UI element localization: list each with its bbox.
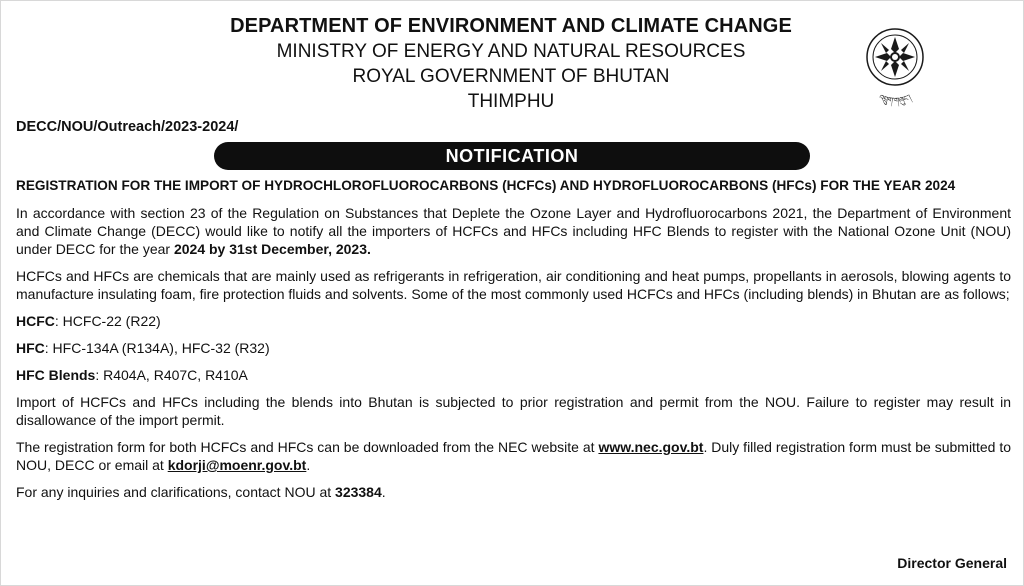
subject-line: REGISTRATION FOR THE IMPORT OF HYDROCHLOROFLUOROCARBONS (HCFCs) AND HYDROFLUOROCARBONS (HFCs) FOR THE YEAR 2024 — [16, 178, 956, 193]
city-title: THIMPHU — [467, 91, 555, 112]
government-title: ROYAL GOVERNMENT OF BHUTAN — [352, 66, 670, 87]
contact-phone: 323384 — [335, 484, 382, 500]
department-title: DEPARTMENT OF ENVIRONMENT AND CLIMATE CHANGE — [230, 15, 792, 37]
registration-deadline: 2024 by 31st December, 2023. — [173, 241, 371, 257]
paragraph-registration-form — [16, 438, 1011, 474]
hfc-value: : HFC-134A (R134A), HFC-32 (R32) — [44, 340, 270, 356]
email-link[interactable]: kdorji@moenr.gov.bt — [167, 457, 307, 473]
registration-form-text-end: . — [306, 457, 311, 473]
paragraph-contact — [16, 483, 1011, 501]
emblem-script-text: འབྲུག་གཞུང་། — [877, 92, 913, 106]
signature-director-general: Director General — [897, 555, 1007, 571]
registration-form-text: The registration form for both HCFCs and HFCs can be downloaded from the NEC website at — [16, 439, 599, 455]
hfc-label: HFC — [16, 340, 45, 356]
list-item-hcfc — [16, 312, 1011, 330]
contact-text-end: . — [381, 484, 386, 500]
royal-government-emblem-icon — [849, 23, 941, 115]
nec-website-link[interactable]: www.nec.gov.bt — [598, 439, 704, 455]
notification-heading: NOTIFICATION — [445, 145, 579, 166]
contact-text: For any inquiries and clarifications, contact NOU at — [16, 484, 336, 500]
svg-text:འབྲུག་གཞུང་། — [878, 93, 914, 108]
registration-form-text-middle: . Duly filled registration form must be submitted to NOU, DECC or email at — [16, 439, 1011, 473]
paragraph-chemicals: HCFCs and HFCs are chemicals that are mainly used as refrigerants in refrigeration, air conditioning and heat pumps, propellants in aerosols, blowing agents to manufacture insulating foam, fire protection fluids and solvents. Some of the most commonly used HCFCs and HFCs (including blends) in Bhutan are as follows; — [16, 268, 1011, 302]
hfc-blends-value: : R404A, R407C, R410A — [95, 367, 248, 383]
list-item-hfc-blends — [16, 366, 1011, 384]
hcfc-value: : HCFC-22 (R22) — [54, 313, 161, 329]
ministry-title: MINISTRY OF ENERGY AND NATURAL RESOURCES — [276, 41, 746, 62]
reference-number: DECC/NOU/Outreach/2023-2024/ — [16, 119, 239, 135]
letterhead — [151, 13, 871, 114]
hcfc-label: HCFC — [16, 313, 55, 329]
list-item-hfc — [16, 339, 1011, 357]
notification-banner — [214, 142, 810, 170]
hfc-blends-label: HFC Blends — [16, 367, 96, 383]
paragraph-permit: Import of HCFCs and HFCs including the blends into Bhutan is subjected to prior registration and permit from the NOU. Failure to register may result in disallowance of the import permit. — [16, 394, 1011, 428]
paragraph-regulation — [16, 204, 1011, 258]
paragraph-regulation-text: In accordance with section 23 of the Regulation on Substances that Deplete the Ozone Layer and Hydrofluorocarbons 2021, the Department of Environment and Climate Change (DECC) would like to notify all the importers of HCFCs and HFCs including HFC Blends to register with the National Ozone Unit (NOU) under DECC for the year — [16, 205, 1011, 257]
notification-body — [16, 177, 1011, 510]
